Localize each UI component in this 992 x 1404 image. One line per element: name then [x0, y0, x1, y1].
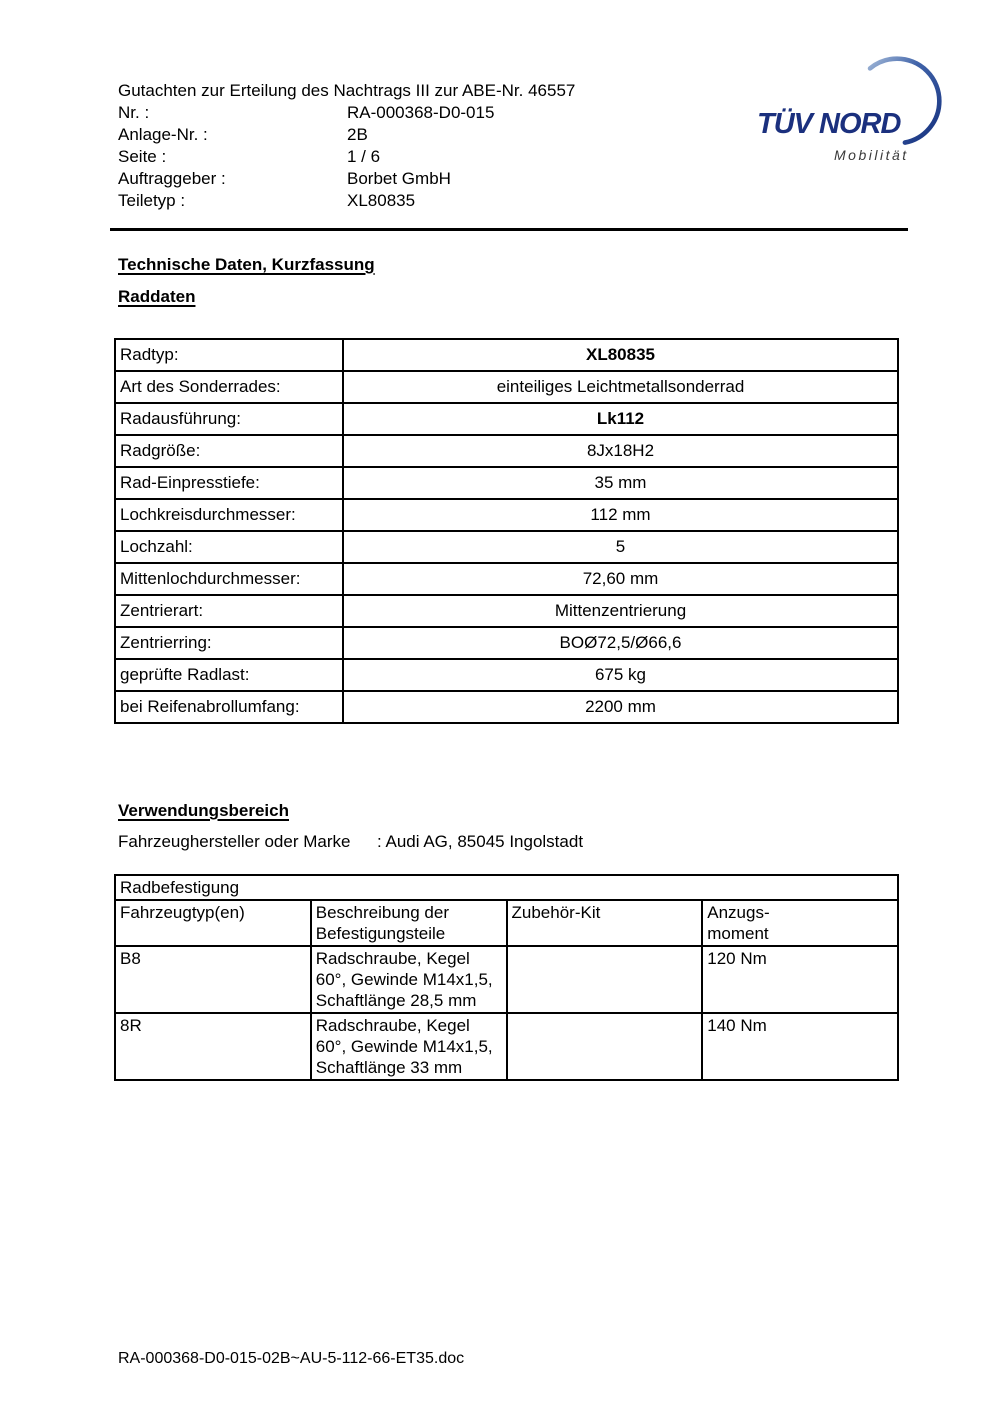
row-value: BOØ72,5/Ø66,6: [343, 627, 898, 659]
logo-tagline: Mobilität: [834, 147, 909, 163]
row-label: Radtyp:: [115, 339, 343, 371]
section-heading-verwendungsbereich: Verwendungsbereich: [118, 801, 289, 820]
header-field-row: [118, 146, 575, 168]
row-value: XL80835: [343, 339, 898, 371]
row-label: geprüfte Radlast:: [115, 659, 343, 691]
row-value: 35 mm: [343, 467, 898, 499]
field-label: Seite :: [118, 147, 167, 166]
table-row: [115, 531, 898, 563]
table-row: [115, 659, 898, 691]
table-row: [115, 499, 898, 531]
row-value: Mittenzentrierung: [343, 595, 898, 627]
row-value: einteiliges Leichtmetallsonderrad: [343, 371, 898, 403]
field-value: Borbet GmbH: [347, 169, 451, 188]
header-field-row: [118, 102, 575, 124]
row-value: 675 kg: [343, 659, 898, 691]
table-row: [115, 595, 898, 627]
table-row: [115, 339, 898, 371]
manufacturer-line: [118, 832, 583, 852]
manufacturer-value: : Audi AG, 85045 Ingolstadt: [377, 832, 584, 851]
mounting-table-title-row: [115, 875, 898, 900]
manufacturer-label: Fahrzeughersteller oder Marke: [118, 832, 351, 851]
cell-kit: [507, 1013, 703, 1080]
row-label: Art des Sonderrades:: [115, 371, 343, 403]
document-header: [118, 80, 575, 212]
field-label: Anlage-Nr. :: [118, 125, 208, 144]
table-row: [115, 467, 898, 499]
tuv-nord-logo-wordmark: TÜV NORD: [757, 108, 901, 140]
cell-vehicle-type: B8: [115, 946, 311, 1013]
row-value: 5: [343, 531, 898, 563]
row-label: Lochzahl:: [115, 531, 343, 563]
section-heading-technische-daten: Technische Daten, Kurzfassung: [118, 255, 375, 274]
field-label: Nr. :: [118, 103, 150, 122]
row-label: Zentrierring:: [115, 627, 343, 659]
row-label: Rad-Einpresstiefe:: [115, 467, 343, 499]
row-value: 2200 mm: [343, 691, 898, 723]
header-field-row: [118, 168, 575, 190]
cell-vehicle-type: 8R: [115, 1013, 311, 1080]
row-label: Radgröße:: [115, 435, 343, 467]
column-header-zubehoer-kit: Zubehör-Kit: [507, 900, 703, 946]
row-label: Lochkreisdurchmesser:: [115, 499, 343, 531]
column-header-beschreibung: Beschreibung der Befestigungsteile: [311, 900, 507, 946]
mounting-table-title: Radbefestigung: [115, 875, 898, 900]
document-title: Gutachten zur Erteilung des Nachtrags III zur ABE-Nr. 46557: [118, 81, 576, 100]
field-label: Auftraggeber :: [118, 169, 226, 188]
table-row: [115, 371, 898, 403]
row-value: 72,60 mm: [343, 563, 898, 595]
table-row: [115, 403, 898, 435]
column-header-anzugsmoment-line1: Anzugs-: [707, 903, 770, 922]
cell-torque: 120 Nm: [702, 946, 898, 1013]
row-label: Mittenlochdurchmesser:: [115, 563, 343, 595]
header-divider: [110, 228, 908, 231]
table-row: [115, 435, 898, 467]
cell-torque: 140 Nm: [702, 1013, 898, 1080]
table-row: [115, 946, 898, 1013]
mounting-table-header-row: [115, 900, 898, 946]
field-value: 1 / 6: [347, 147, 381, 166]
row-value: Lk112: [343, 403, 898, 435]
field-value: 2B: [347, 125, 368, 144]
column-header-anzugsmoment: [702, 900, 898, 946]
column-header-anzugsmoment-line2: moment: [707, 924, 769, 943]
row-value: 8Jx18H2: [343, 435, 898, 467]
footer-filename: RA-000368-D0-015-02B~AU-5-112-66-ET35.doc: [118, 1350, 465, 1367]
field-value: RA-000368-D0-015: [347, 103, 495, 122]
mounting-table: [114, 874, 899, 1081]
table-row: [115, 1013, 898, 1080]
row-value: 112 mm: [343, 499, 898, 531]
row-label: bei Reifenabrollumfang:: [115, 691, 343, 723]
table-row: [115, 691, 898, 723]
field-label: Teiletyp :: [118, 191, 186, 210]
wheel-data-table: [114, 338, 899, 724]
cell-description: Radschraube, Kegel 60°, Gewinde M14x1,5, Schaftlänge 28,5 mm: [311, 946, 507, 1013]
header-field-row: [118, 124, 575, 146]
table-row: [115, 627, 898, 659]
field-value: XL80835: [347, 191, 416, 210]
cell-kit: [507, 946, 703, 1013]
header-field-row: [118, 190, 575, 212]
row-label: Zentrierart:: [115, 595, 343, 627]
column-header-fahrzeugtyp: Fahrzeugtyp(en): [115, 900, 311, 946]
table-row: [115, 563, 898, 595]
cell-description: Radschraube, Kegel 60°, Gewinde M14x1,5, Schaftlänge 33 mm: [311, 1013, 507, 1080]
row-label: Radausführung:: [115, 403, 343, 435]
section-heading-raddaten: Raddaten: [118, 287, 196, 306]
